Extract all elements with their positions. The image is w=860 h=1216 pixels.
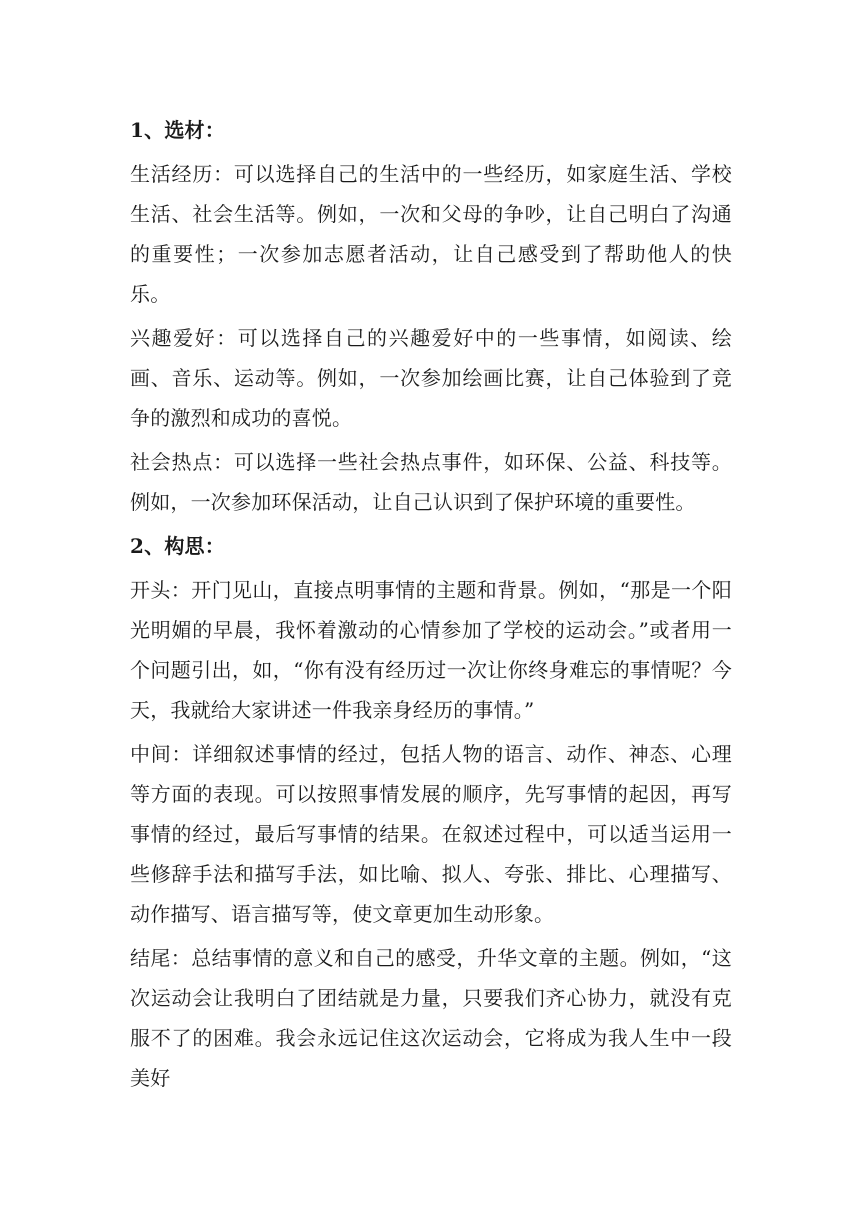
paragraph-hobbies: 兴趣爱好：可以选择自己的兴趣爱好中的一些事情，如阅读、绘画、音乐、运动等。例如，一次参加绘画比赛，让自己体验到了竞争的激烈和成功的喜悦。 <box>130 326 732 430</box>
section-heading-selection: 1、选材： <box>130 118 225 142</box>
paragraph-ending: 结尾：总结事情的意义和自己的感受，升华文章的主题。例如，“这次运动会让我明白了团结就是力量，只要我们齐心协力，就没有克服不了的困难。我会永远记住这次运动会，它将成为我人生中一段美好 <box>130 946 732 1090</box>
document-body <box>130 110 732 1102</box>
paragraph-opening: 开头：开门见山，直接点明事情的主题和背景。例如，“那是一个阳光明媚的早晨，我怀着激动的心情参加了学校的运动会。”或者用一个问题引出，如，“你有没有经历过一次让你终身难忘的事情呢？今天，我就给大家讲述一件我亲身经历的事情。” <box>130 578 732 722</box>
paragraph-middle: 中间：详细叙述事情的经过，包括人物的语言、动作、神态、心理等方面的表现。可以按照事情发展的顺序，先写事情的起因，再写事情的经过，最后写事情的结果。在叙述过程中，可以适当运用一些修辞手法和描写手法，如比喻、拟人、夸张、排比、心理描写、动作描写、语言描写等，使文章更加生动形象。 <box>130 742 732 926</box>
paragraph-social-hotspots: 社会热点：可以选择一些社会热点事件，如环保、公益、科技等。例如，一次参加环保活动，让自己认识到了保护环境的重要性。 <box>130 450 732 514</box>
section-heading-conception: 2、构思： <box>130 534 225 558</box>
paragraph-life-experience: 生活经历：可以选择自己的生活中的一些经历，如家庭生活、学校生活、社会生活等。例如，一次和父母的争吵，让自己明白了沟通的重要性；一次参加志愿者活动，让自己感受到了帮助他人的快乐。 <box>130 162 732 306</box>
